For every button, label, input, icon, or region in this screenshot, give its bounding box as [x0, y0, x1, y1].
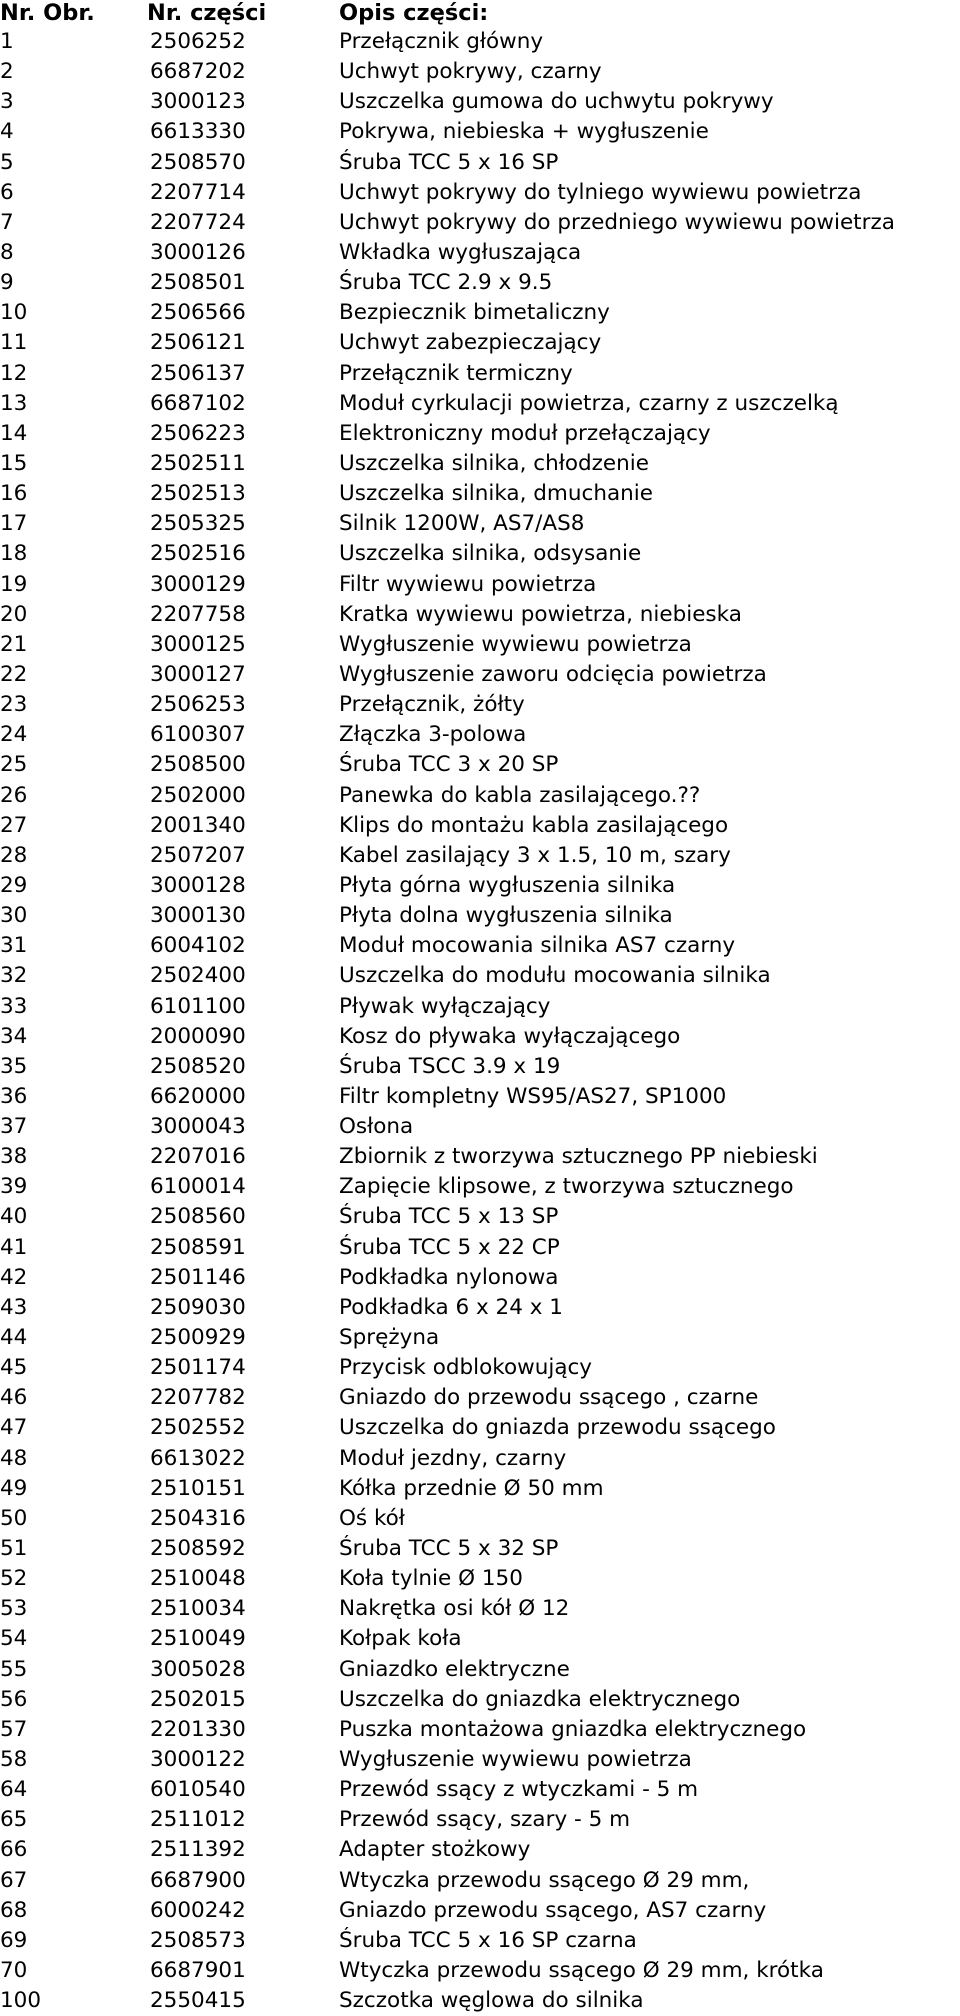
cell-nr-obr: 50 [0, 1505, 28, 1531]
cell-nr-obr: 24 [0, 722, 28, 748]
cell-nr-obr: 66 [0, 1837, 28, 1863]
cell-opis: Zapięcie klipsowe, z tworzywa sztucznego [339, 1174, 794, 1200]
cell-nr-czesci: 3000122 [150, 1747, 246, 1773]
cell-nr-czesci: 2511012 [150, 1807, 246, 1833]
table-row [0, 1624, 960, 1654]
cell-nr-czesci: 2509030 [150, 1294, 246, 1320]
cell-opis: Przełącznik główny [339, 29, 544, 54]
cell-nr-obr: 23 [0, 692, 28, 718]
cell-nr-czesci: 3000126 [150, 239, 246, 265]
cell-nr-obr: 55 [0, 1656, 28, 1682]
table-header [0, 0, 960, 27]
cell-nr-obr: 3 [0, 89, 14, 115]
table-row [0, 1383, 960, 1413]
cell-nr-obr: 34 [0, 1023, 28, 1049]
cell-nr-obr: 41 [0, 1234, 28, 1260]
cell-nr-czesci: 2511392 [150, 1837, 246, 1863]
cell-nr-obr: 43 [0, 1294, 28, 1320]
cell-nr-czesci: 2000090 [150, 1023, 246, 1049]
table-row [0, 750, 960, 780]
cell-opis: Uchwyt pokrywy do przedniego wywiewu powietrza [339, 209, 895, 235]
cell-opis: Filtr kompletny WS95/AS27, SP1000 [339, 1083, 727, 1109]
cell-nr-czesci: 6004102 [150, 933, 246, 959]
cell-opis: Uchwyt zabezpieczający [339, 330, 602, 356]
table-row [0, 1805, 960, 1835]
table-row [0, 1655, 960, 1685]
cell-nr-czesci: 2510034 [150, 1596, 246, 1622]
cell-nr-obr: 8 [0, 239, 14, 265]
cell-opis: Przełącznik termiczny [339, 360, 573, 386]
cell-nr-czesci: 3000127 [150, 661, 246, 687]
table-row [0, 449, 960, 479]
cell-nr-obr: 2 [0, 59, 14, 85]
table-row [0, 720, 960, 750]
cell-nr-obr: 31 [0, 933, 28, 959]
cell-nr-czesci: 6687900 [150, 1867, 246, 1893]
cell-nr-czesci: 2502511 [150, 450, 246, 476]
table-row [0, 1564, 960, 1594]
cell-opis: Uszczelka do gniazdka elektrycznego [339, 1686, 741, 1712]
cell-nr-obr: 56 [0, 1686, 28, 1712]
table-row [0, 1022, 960, 1052]
table-row [0, 1956, 960, 1986]
cell-nr-obr: 52 [0, 1566, 28, 1592]
cell-nr-obr: 100 [0, 1988, 42, 2014]
cell-opis: Sprężyna [339, 1325, 440, 1351]
cell-opis: Moduł mocowania silnika AS7 czarny [339, 933, 736, 959]
cell-opis: Osłona [339, 1114, 414, 1140]
header-opis: Opis części: [339, 0, 489, 26]
table-row [0, 1082, 960, 1112]
cell-nr-czesci: 6010540 [150, 1777, 246, 1803]
header-nr-czesci: Nr. części [147, 0, 267, 26]
table-row [0, 178, 960, 208]
cell-opis: Płyta górna wygłuszenia silnika [339, 872, 676, 898]
cell-nr-czesci: 2508500 [150, 752, 246, 778]
cell-nr-obr: 65 [0, 1807, 28, 1833]
cell-nr-obr: 53 [0, 1596, 28, 1622]
cell-opis: Elektroniczny moduł przełączający [339, 420, 711, 446]
table-row [0, 660, 960, 690]
table-row [0, 298, 960, 328]
cell-nr-czesci: 6687202 [150, 59, 246, 85]
table-body [0, 27, 960, 2016]
cell-nr-czesci: 2506252 [150, 29, 246, 54]
cell-nr-obr: 47 [0, 1415, 28, 1441]
cell-opis: Oś kół [339, 1505, 405, 1531]
cell-nr-czesci: 6100014 [150, 1174, 246, 1200]
cell-opis: Śruba TCC 3 x 20 SP [339, 752, 559, 778]
cell-opis: Moduł cyrkulacji powietrza, czarny z uszczelką [339, 390, 839, 416]
table-row [0, 871, 960, 901]
cell-nr-obr: 28 [0, 842, 28, 868]
cell-nr-czesci: 3000129 [150, 571, 246, 597]
table-row [0, 600, 960, 630]
cell-opis: Uszczelka do gniazda przewodu ssącego [339, 1415, 776, 1441]
cell-nr-czesci: 3000128 [150, 872, 246, 898]
cell-opis: Śruba TCC 5 x 13 SP [339, 1204, 559, 1230]
cell-opis: Wygłuszenie wywiewu powietrza [339, 631, 692, 657]
cell-nr-czesci: 2506137 [150, 360, 246, 386]
cell-nr-obr: 49 [0, 1475, 28, 1501]
table-row [0, 1233, 960, 1263]
table-row [0, 1293, 960, 1323]
cell-nr-czesci: 2507207 [150, 842, 246, 868]
cell-nr-obr: 27 [0, 812, 28, 838]
table-row [0, 570, 960, 600]
cell-nr-czesci: 6620000 [150, 1083, 246, 1109]
cell-nr-czesci: 3005028 [150, 1656, 246, 1682]
table-row [0, 1534, 960, 1564]
cell-opis: Uszczelka silnika, dmuchanie [339, 481, 653, 507]
table-row [0, 1474, 960, 1504]
cell-nr-czesci: 3000125 [150, 631, 246, 657]
cell-nr-czesci: 3000123 [150, 89, 246, 115]
cell-nr-czesci: 2500929 [150, 1325, 246, 1351]
cell-nr-czesci: 6000242 [150, 1897, 246, 1923]
table-row [0, 1896, 960, 1926]
cell-nr-obr: 33 [0, 993, 28, 1019]
cell-nr-obr: 25 [0, 752, 28, 778]
cell-nr-obr: 67 [0, 1867, 28, 1893]
cell-nr-czesci: 2501174 [150, 1355, 246, 1381]
cell-nr-obr: 15 [0, 450, 28, 476]
table-row [0, 1926, 960, 1956]
cell-nr-czesci: 2510048 [150, 1566, 246, 1592]
cell-nr-czesci: 2201330 [150, 1716, 246, 1742]
table-row [0, 268, 960, 298]
cell-nr-obr: 54 [0, 1626, 28, 1652]
cell-nr-czesci: 2001340 [150, 812, 246, 838]
cell-nr-obr: 29 [0, 872, 28, 898]
cell-nr-czesci: 2207016 [150, 1144, 246, 1170]
cell-opis: Koła tylnie Ø 150 [339, 1566, 523, 1592]
cell-opis: Moduł jezdny, czarny [339, 1445, 567, 1471]
cell-nr-czesci: 2508501 [150, 270, 246, 296]
table-row [0, 57, 960, 87]
cell-opis: Szczotka węglowa do silnika [339, 1988, 644, 2014]
cell-opis: Uchwyt pokrywy do tylniego wywiewu powietrza [339, 179, 862, 205]
cell-nr-czesci: 2502015 [150, 1686, 246, 1712]
cell-nr-czesci: 2207758 [150, 601, 246, 627]
table-row [0, 961, 960, 991]
cell-nr-czesci: 2207714 [150, 179, 246, 205]
table-row [0, 1745, 960, 1775]
cell-nr-obr: 1 [0, 29, 14, 54]
cell-nr-czesci: 2508573 [150, 1927, 246, 1953]
table-row [0, 238, 960, 268]
cell-opis: Przełącznik, żółty [339, 692, 525, 718]
cell-opis: Płyta dolna wygłuszenia silnika [339, 903, 673, 929]
cell-opis: Zbiornik z tworzywa sztucznego PP niebieski [339, 1144, 818, 1170]
cell-nr-obr: 70 [0, 1958, 28, 1983]
cell-nr-obr: 45 [0, 1355, 28, 1381]
cell-nr-czesci: 2207724 [150, 209, 246, 235]
cell-nr-czesci: 2508591 [150, 1234, 246, 1260]
cell-nr-obr: 5 [0, 149, 14, 175]
cell-nr-obr: 14 [0, 420, 28, 446]
cell-opis: Złączka 3-polowa [339, 722, 527, 748]
cell-opis: Gniazdo przewodu ssącego, AS7 czarny [339, 1897, 767, 1923]
cell-nr-obr: 17 [0, 511, 28, 537]
table-row [0, 1052, 960, 1082]
cell-nr-obr: 6 [0, 179, 14, 205]
cell-nr-obr: 40 [0, 1204, 28, 1230]
cell-nr-czesci: 2508570 [150, 149, 246, 175]
cell-nr-obr: 46 [0, 1385, 28, 1411]
table-row [0, 1504, 960, 1534]
cell-nr-czesci: 2506223 [150, 420, 246, 446]
table-row [0, 811, 960, 841]
cell-nr-obr: 21 [0, 631, 28, 657]
table-row [0, 208, 960, 238]
table-row [0, 901, 960, 931]
table-row [0, 359, 960, 389]
cell-opis: Uszczelka silnika, odsysanie [339, 541, 642, 567]
cell-nr-obr: 48 [0, 1445, 28, 1471]
table-row [0, 1172, 960, 1202]
cell-nr-obr: 58 [0, 1747, 28, 1773]
cell-nr-obr: 20 [0, 601, 28, 627]
cell-nr-czesci: 2510151 [150, 1475, 246, 1501]
cell-nr-obr: 13 [0, 390, 28, 416]
table-row [0, 87, 960, 117]
cell-nr-czesci: 2502552 [150, 1415, 246, 1441]
cell-nr-obr: 22 [0, 661, 28, 687]
cell-opis: Nakrętka osi kół Ø 12 [339, 1596, 570, 1622]
cell-nr-obr: 57 [0, 1716, 28, 1742]
cell-nr-obr: 11 [0, 330, 28, 356]
cell-nr-czesci: 6613330 [150, 119, 246, 145]
cell-nr-obr: 30 [0, 903, 28, 929]
cell-nr-obr: 19 [0, 571, 28, 597]
cell-opis: Wtyczka przewodu ssącego Ø 29 mm, krótka [339, 1958, 824, 1983]
cell-opis: Klips do montażu kabla zasilającego [339, 812, 729, 838]
cell-nr-czesci: 2508560 [150, 1204, 246, 1230]
cell-opis: Śruba TCC 2.9 x 9.5 [339, 270, 553, 296]
cell-nr-czesci: 2510049 [150, 1626, 246, 1652]
cell-nr-obr: 42 [0, 1264, 28, 1290]
table-row [0, 148, 960, 178]
cell-opis: Pokrywa, niebieska + wygłuszenie [339, 119, 709, 145]
table-row [0, 1594, 960, 1624]
cell-opis: Wygłuszenie zaworu odcięcia powietrza [339, 661, 767, 687]
cell-opis: Uszczelka do modułu mocowania silnika [339, 963, 771, 989]
table-row [0, 1323, 960, 1353]
table-row [0, 117, 960, 147]
cell-nr-obr: 39 [0, 1174, 28, 1200]
cell-nr-czesci: 3000043 [150, 1114, 246, 1140]
cell-nr-czesci: 6687901 [150, 1958, 246, 1983]
table-row [0, 992, 960, 1022]
cell-nr-czesci: 3000130 [150, 903, 246, 929]
table-row [0, 1715, 960, 1745]
cell-opis: Śruba TCC 5 x 32 SP [339, 1536, 559, 1562]
table-row [0, 1444, 960, 1474]
cell-nr-obr: 12 [0, 360, 28, 386]
cell-nr-czesci: 6100307 [150, 722, 246, 748]
table-row [0, 509, 960, 539]
table-row [0, 27, 960, 57]
cell-nr-obr: 44 [0, 1325, 28, 1351]
table-row [0, 841, 960, 871]
cell-opis: Przewód ssący, szary - 5 m [339, 1807, 631, 1833]
table-row [0, 1775, 960, 1805]
table-row [0, 1986, 960, 2016]
cell-nr-czesci: 2502400 [150, 963, 246, 989]
cell-opis: Wkładka wygłuszająca [339, 239, 582, 265]
cell-nr-czesci: 6101100 [150, 993, 246, 1019]
cell-nr-czesci: 2506121 [150, 330, 246, 356]
cell-opis: Uchwyt pokrywy, czarny [339, 59, 602, 85]
cell-nr-obr: 68 [0, 1897, 28, 1923]
table-row [0, 931, 960, 961]
cell-opis: Śruba TCC 5 x 16 SP czarna [339, 1927, 637, 1953]
cell-nr-czesci: 2508520 [150, 1053, 246, 1079]
cell-nr-obr: 7 [0, 209, 14, 235]
cell-opis: Podkładka 6 x 24 x 1 [339, 1294, 563, 1320]
table-row [0, 389, 960, 419]
cell-nr-obr: 32 [0, 963, 28, 989]
cell-nr-czesci: 2502513 [150, 481, 246, 507]
table-row [0, 328, 960, 358]
cell-opis: Wtyczka przewodu ssącego Ø 29 mm, [339, 1867, 750, 1893]
cell-nr-obr: 64 [0, 1777, 28, 1803]
cell-nr-obr: 37 [0, 1114, 28, 1140]
cell-nr-czesci: 2505325 [150, 511, 246, 537]
cell-nr-czesci: 2207782 [150, 1385, 246, 1411]
header-nr-obr: Nr. Obr. [0, 0, 95, 26]
cell-opis: Podkładka nylonowa [339, 1264, 559, 1290]
table-row [0, 419, 960, 449]
cell-opis: Pływak wyłączający [339, 993, 551, 1019]
cell-nr-obr: 26 [0, 782, 28, 808]
cell-opis: Uszczelka silnika, chłodzenie [339, 450, 649, 476]
cell-nr-obr: 51 [0, 1536, 28, 1562]
table-row [0, 781, 960, 811]
cell-nr-obr: 9 [0, 270, 14, 296]
cell-nr-czesci: 2506253 [150, 692, 246, 718]
cell-opis: Adapter stożkowy [339, 1837, 531, 1863]
table-row [0, 1413, 960, 1443]
cell-nr-czesci: 6687102 [150, 390, 246, 416]
cell-nr-obr: 4 [0, 119, 14, 145]
cell-opis: Gniazdo do przewodu ssącego , czarne [339, 1385, 759, 1411]
table-row [0, 1202, 960, 1232]
table-row [0, 1685, 960, 1715]
table-row [0, 539, 960, 569]
cell-nr-obr: 38 [0, 1144, 28, 1170]
cell-nr-obr: 36 [0, 1083, 28, 1109]
cell-opis: Przewód ssący z wtyczkami - 5 m [339, 1777, 699, 1803]
cell-nr-obr: 16 [0, 481, 28, 507]
cell-nr-obr: 69 [0, 1927, 28, 1953]
table-row [0, 479, 960, 509]
table-row [0, 1142, 960, 1172]
cell-nr-czesci: 2508592 [150, 1536, 246, 1562]
table-row [0, 630, 960, 660]
cell-nr-czesci: 2501146 [150, 1264, 246, 1290]
table-row [0, 690, 960, 720]
cell-nr-obr: 10 [0, 300, 28, 326]
cell-nr-czesci: 2550415 [150, 1988, 246, 2014]
cell-opis: Śruba TSCC 3.9 x 19 [339, 1053, 561, 1079]
cell-opis: Gniazdko elektryczne [339, 1656, 570, 1682]
cell-opis: Wygłuszenie wywiewu powietrza [339, 1747, 692, 1773]
cell-opis: Silnik 1200W, AS7/AS8 [339, 511, 585, 537]
cell-opis: Śruba TCC 5 x 16 SP [339, 149, 559, 175]
cell-nr-obr: 35 [0, 1053, 28, 1079]
table-row [0, 1263, 960, 1293]
cell-nr-czesci: 2506566 [150, 300, 246, 326]
cell-nr-czesci: 2502000 [150, 782, 246, 808]
cell-opis: Bezpiecznik bimetaliczny [339, 300, 610, 326]
table-row [0, 1866, 960, 1896]
cell-opis: Kółka przednie Ø 50 mm [339, 1475, 604, 1501]
cell-nr-czesci: 2504316 [150, 1505, 246, 1531]
cell-nr-obr: 18 [0, 541, 28, 567]
cell-opis: Śruba TCC 5 x 22 CP [339, 1234, 560, 1260]
table-row [0, 1835, 960, 1865]
cell-opis: Przycisk odblokowujący [339, 1355, 593, 1381]
cell-opis: Kratka wywiewu powietrza, niebieska [339, 601, 742, 627]
table-row [0, 1112, 960, 1142]
cell-opis: Kabel zasilający 3 x 1.5, 10 m, szary [339, 842, 731, 868]
cell-opis: Uszczelka gumowa do uchwytu pokrywy [339, 89, 774, 115]
cell-opis: Filtr wywiewu powietrza [339, 571, 597, 597]
cell-nr-czesci: 2502516 [150, 541, 246, 567]
cell-opis: Panewka do kabla zasilającego.?? [339, 782, 701, 808]
table-row [0, 1353, 960, 1383]
cell-opis: Puszka montażowa gniazdka elektrycznego [339, 1716, 807, 1742]
cell-nr-czesci: 6613022 [150, 1445, 246, 1471]
cell-opis: Kołpak koła [339, 1626, 462, 1652]
cell-opis: Kosz do pływaka wyłączającego [339, 1023, 681, 1049]
